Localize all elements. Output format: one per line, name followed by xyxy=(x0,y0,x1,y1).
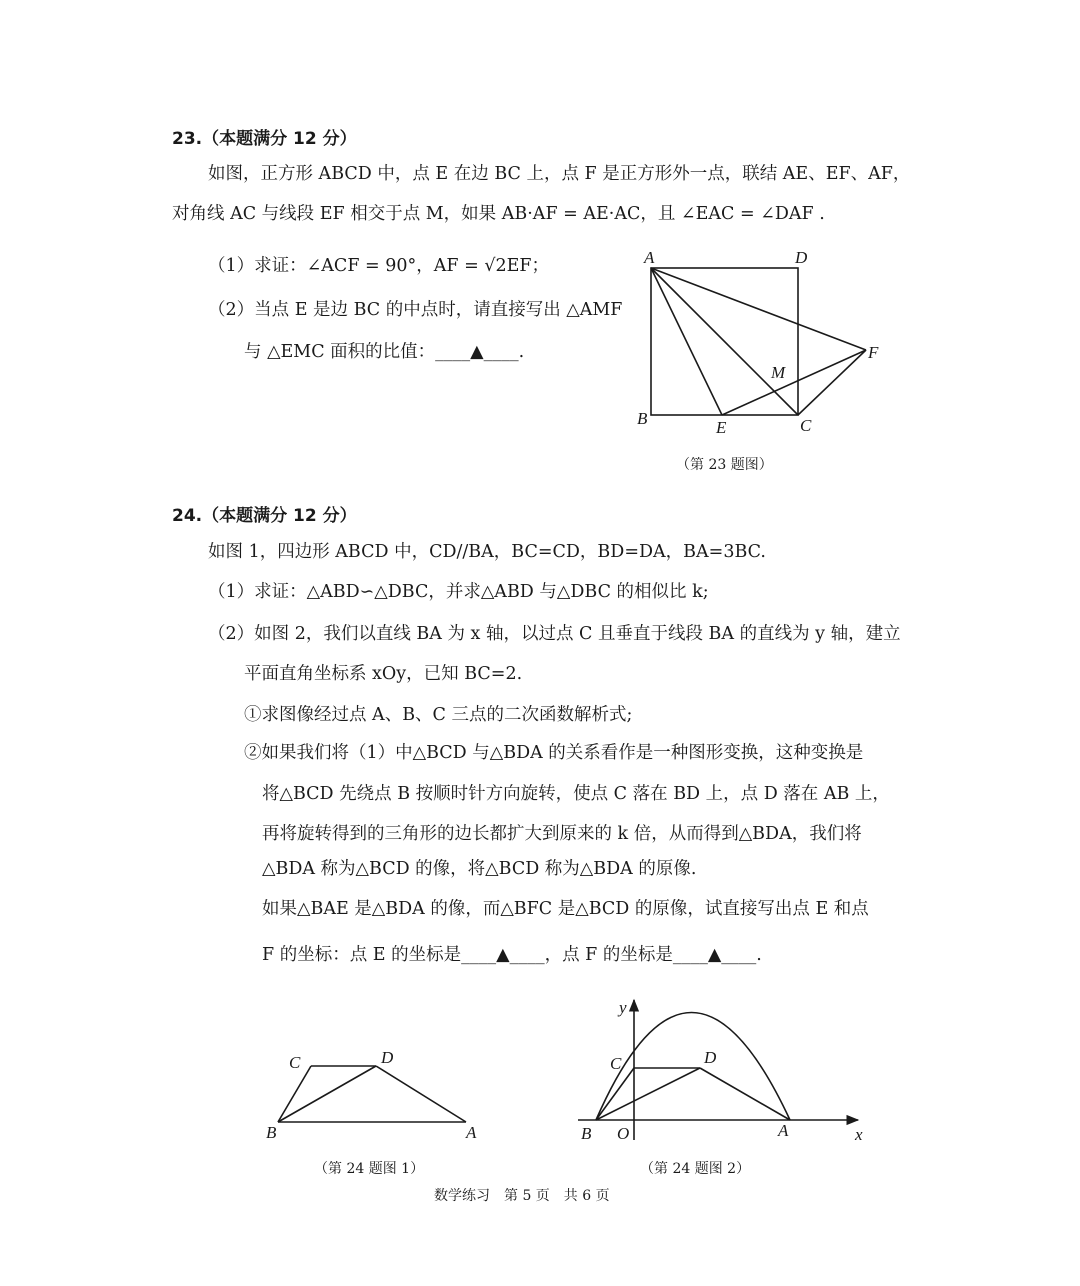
q23-intro-line2: 对角线 AC 与线段 EF 相交于点 M，如果 AB·AF = AE·AC，且 ∠EAC = ∠DAF . xyxy=(172,204,825,224)
q24-f2-label-y: y xyxy=(619,998,627,1017)
q23-figure-caption: （第 23 题图） xyxy=(676,457,773,473)
q23-label-c: C xyxy=(800,416,812,435)
q23-part2-line1: （2）当点 E 是边 BC 的中点时，请直接写出 △AMF xyxy=(208,300,623,320)
q23-label-m: M xyxy=(771,363,786,382)
q24-part2-line1: （2）如图 2，我们以直线 BA 为 x 轴，以过点 C 且垂直于线段 BA 的直线为 y 轴，建立 xyxy=(208,624,901,644)
q24-sub2-line4: △BDA 称为△BCD 的像，将△BCD 称为△BDA 的原像. xyxy=(262,859,697,879)
q24-sub2-line1: ②如果我们将（1）中△BCD 与△BDA 的关系看作是一种图形变换，这种变换是 xyxy=(244,743,864,763)
q24-sub2-line6: F 的坐标：点 E 的坐标是____▲____，点 F 的坐标是____▲____. xyxy=(262,945,762,965)
q23-intro-line1: 如图，正方形 ABCD 中，点 E 在边 BC 上，点 F 是正方形外一点，联结 AE、EF、AF， xyxy=(208,164,911,184)
q24-f2-segment-bd xyxy=(596,1068,700,1120)
q24-f1-label-c: C xyxy=(289,1053,301,1072)
q23-label-b: B xyxy=(637,409,648,428)
q23-label-d: D xyxy=(795,248,808,267)
q24-f2-label-d: D xyxy=(704,1048,717,1067)
q23-label-a: A xyxy=(644,248,655,267)
q23-heading: 23.（本题满分 12 分） xyxy=(172,129,357,149)
q24-part2-line2: 平面直角坐标系 xOy，已知 BC=2. xyxy=(244,664,523,684)
q23-part2-line2: 与 △EMC 面积的比值：____▲____. xyxy=(244,342,525,362)
q23-label-f: F xyxy=(868,343,879,362)
q24-sub2-line5: 如果△BAE 是△BDA 的像，而△BFC 是△BCD 的原像，试直接写出点 E 和点 xyxy=(262,899,869,919)
page-footer: 数学练习 第 5 页 共 6 页 xyxy=(434,1188,610,1204)
q24-f1-label-a: A xyxy=(466,1123,477,1142)
q24-sub1: ①求图像经过点 A、B、C 三点的二次函数解析式; xyxy=(244,705,633,725)
q24-figure2-caption: （第 24 题图 2） xyxy=(640,1161,751,1177)
q24-f2-label-c: C xyxy=(610,1054,622,1073)
q23-part1: （1）求证：∠ACF = 90°，AF = √2EF； xyxy=(208,256,550,276)
q24-heading: 24.（本题满分 12 分） xyxy=(172,506,357,526)
q24-part1: （1）求证：△ABD∽△DBC，并求△ABD 与△DBC 的相似比 k; xyxy=(208,582,709,602)
q24-f1-label-b: B xyxy=(266,1123,277,1142)
q24-sub2-line2: 将△BCD 先绕点 B 按顺时针方向旋转，使点 C 落在 BD 上，点 D 落在 AB 上， xyxy=(262,784,890,804)
q24-f1-label-d: D xyxy=(381,1048,394,1067)
q24-sub2-line3: 再将旋转得到的三角形的边长都扩大到原来的 k 倍，从而得到△BDA，我们将 xyxy=(262,824,862,844)
q24-f2-label-x: x xyxy=(855,1125,863,1144)
q24-f2-label-o: O xyxy=(617,1124,630,1143)
q23-label-e: E xyxy=(716,418,727,437)
q24-intro: 如图 1，四边形 ABCD 中，CD//BA，BC=CD，BD=DA，BA=3BC. xyxy=(208,542,766,562)
q24-f2-label-a: A xyxy=(778,1121,789,1140)
q24-f2-segment-bc xyxy=(596,1068,634,1120)
q24-f2-label-b: B xyxy=(581,1124,592,1143)
q24-figure1-caption: （第 24 题图 1） xyxy=(314,1161,425,1177)
